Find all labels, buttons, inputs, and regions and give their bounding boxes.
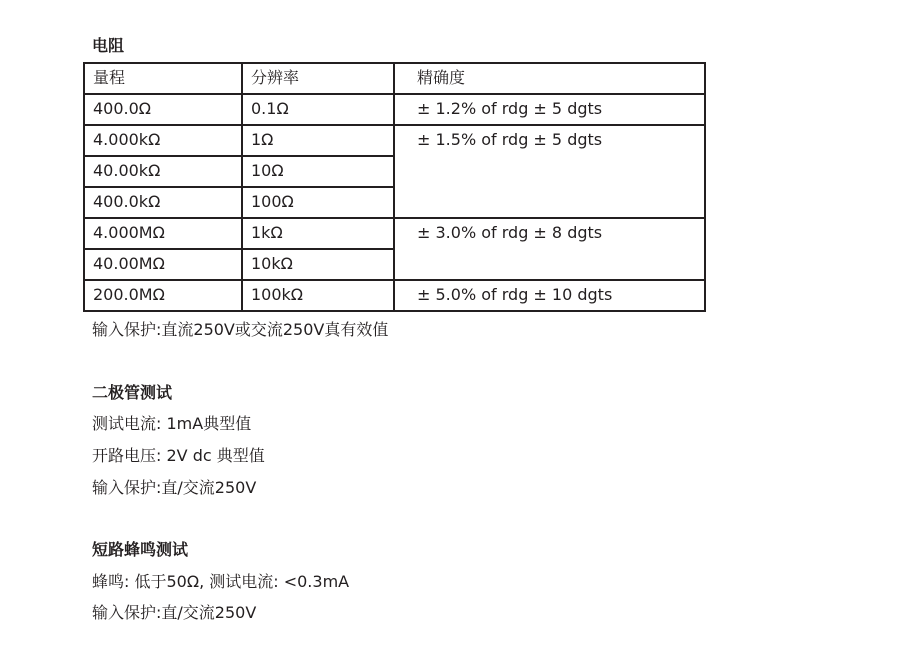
table-row — [84, 280, 705, 311]
table-header-row — [84, 63, 705, 94]
resistance-title: 电阻 — [92, 36, 125, 55]
cell-accuracy: ± 1.2% of rdg ± 5 dgts — [394, 94, 705, 125]
cell-resolution: 10Ω — [242, 156, 394, 187]
cell-range: 400.0Ω — [84, 94, 242, 125]
table-row — [84, 94, 705, 125]
header-resolution: 分辨率 — [242, 63, 394, 94]
cell-range: 40.00kΩ — [84, 156, 242, 187]
cell-accuracy: ± 1.5% of rdg ± 5 dgts — [394, 125, 705, 218]
cell-resolution: 0.1Ω — [242, 94, 394, 125]
cell-range: 4.000kΩ — [84, 125, 242, 156]
cell-resolution: 1Ω — [242, 125, 394, 156]
continuity-buzzer: 蜂鸣: 低于50Ω, 测试电流: <0.3mA — [92, 572, 350, 591]
header-range: 量程 — [84, 63, 242, 94]
continuity-protection: 输入保护:直/交流250V — [92, 603, 257, 622]
cell-resolution: 1kΩ — [242, 218, 394, 249]
header-accuracy: 精确度 — [394, 63, 705, 94]
resistance-protection: 输入保护:直流250V或交流250V真有效值 — [92, 320, 389, 339]
diode-open-voltage: 开路电压: 2V dc 典型值 — [92, 446, 265, 465]
cell-range: 200.0MΩ — [84, 280, 242, 311]
cell-range: 40.00MΩ — [84, 249, 242, 280]
resistance-spec-table — [83, 62, 706, 312]
cell-range: 400.0kΩ — [84, 187, 242, 218]
diode-title: 二极管测试 — [92, 383, 173, 402]
diode-test-current: 测试电流: 1mA典型值 — [92, 414, 252, 433]
cell-resolution: 100kΩ — [242, 280, 394, 311]
table-row — [84, 218, 705, 249]
cell-accuracy: ± 5.0% of rdg ± 10 dgts — [394, 280, 705, 311]
cell-resolution: 10kΩ — [242, 249, 394, 280]
cell-range: 4.000MΩ — [84, 218, 242, 249]
cell-resolution: 100Ω — [242, 187, 394, 218]
cell-accuracy: ± 3.0% of rdg ± 8 dgts — [394, 218, 705, 280]
continuity-title: 短路蜂鸣测试 — [92, 540, 189, 559]
table-row — [84, 125, 705, 156]
diode-protection: 输入保护:直/交流250V — [92, 478, 257, 497]
